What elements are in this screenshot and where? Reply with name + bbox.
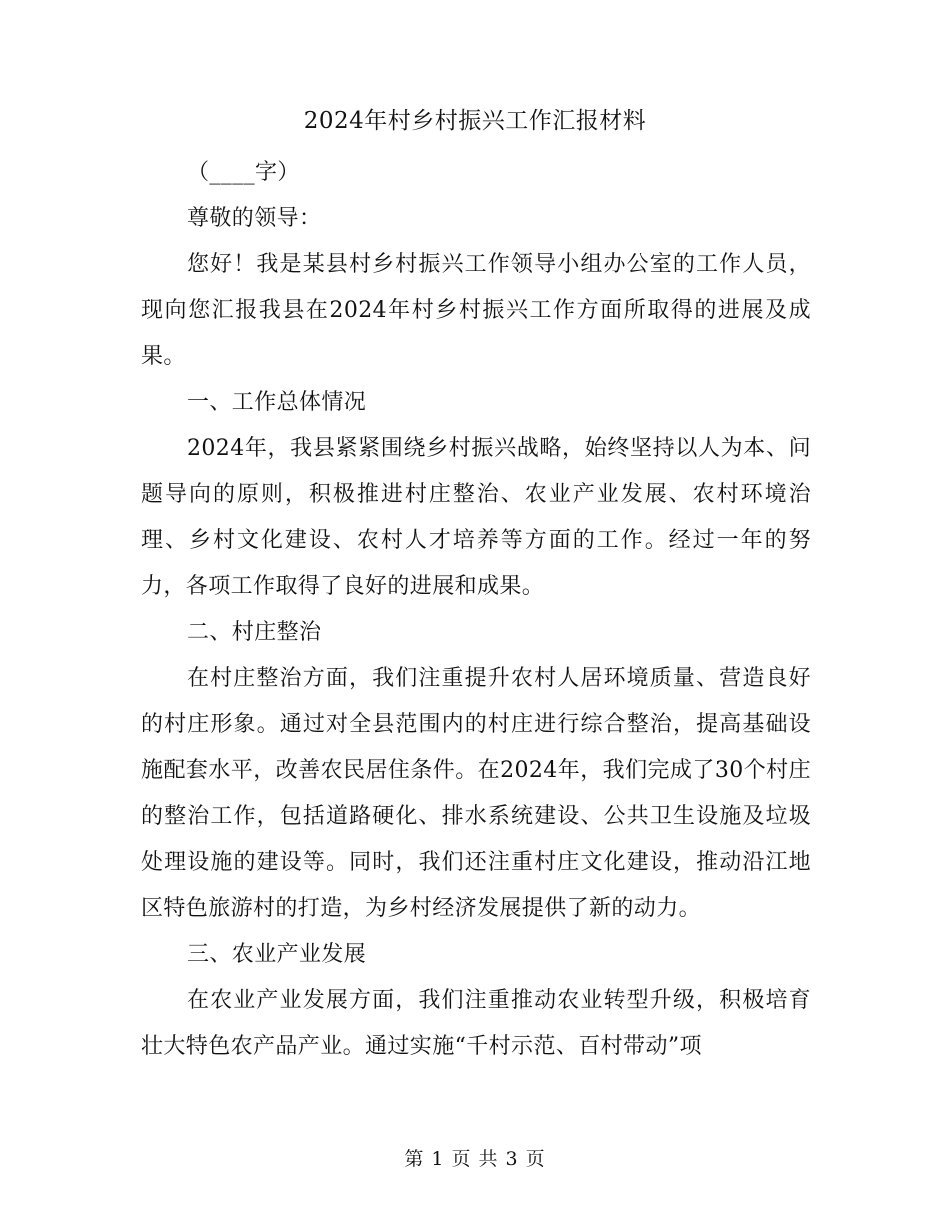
section-heading-1: 一、工作总体情况 (187, 390, 367, 415)
section-3-paragraph: 在农业产业发展方面，我们注重推动农业转型升级，积极培育壮大特色农产品产业。通过实施“千村示范、百村带动”项 (141, 988, 811, 1059)
intro-paragraph: 您好！我是某县村乡村振兴工作领导小组办公室的工作人员，现向您汇报我县在2024年村乡村振兴工作方面所取得的进展及成果。 (141, 252, 811, 369)
section-2-paragraph: 在村庄整治方面，我们注重提升农村人居环境质量、营造良好的村庄形象。通过对全县范围内的村庄进行综合整治，提高基础设施配套水平，改善农民居住条件。在2024年，我们完成了30个村庄的整治工作，包括道路硬化、排水系统建设、公共卫生设施及垃圾处理设施的建设等。同时，我们还注重村庄文化建设，推动沿江地区特色旅游村的打造，为乡村经济发展提供了新的动力。 (141, 666, 811, 921)
section-heading-3: 三、农业产业发展 (187, 942, 367, 967)
section-heading-2: 二、村庄整治 (187, 620, 322, 645)
word-count-line: （____字） (187, 160, 300, 185)
document-title: 2024年村乡村振兴工作汇报材料 (303, 108, 647, 134)
section-1-paragraph: 2024年，我县紧紧围绕乡村振兴战略，始终坚持以人为本、问题导向的原则，积极推进村庄整治、农业产业发展、农村环境治理、乡村文化建设、农村人才培养等方面的工作。经过一年的努力，各项工作取得了良好的进展和成果。 (141, 436, 811, 599)
page-number-footer: 第 1 页 共 3 页 (404, 1148, 546, 1170)
document-body (141, 150, 811, 1070)
salutation: 尊敬的领导： (187, 206, 322, 231)
